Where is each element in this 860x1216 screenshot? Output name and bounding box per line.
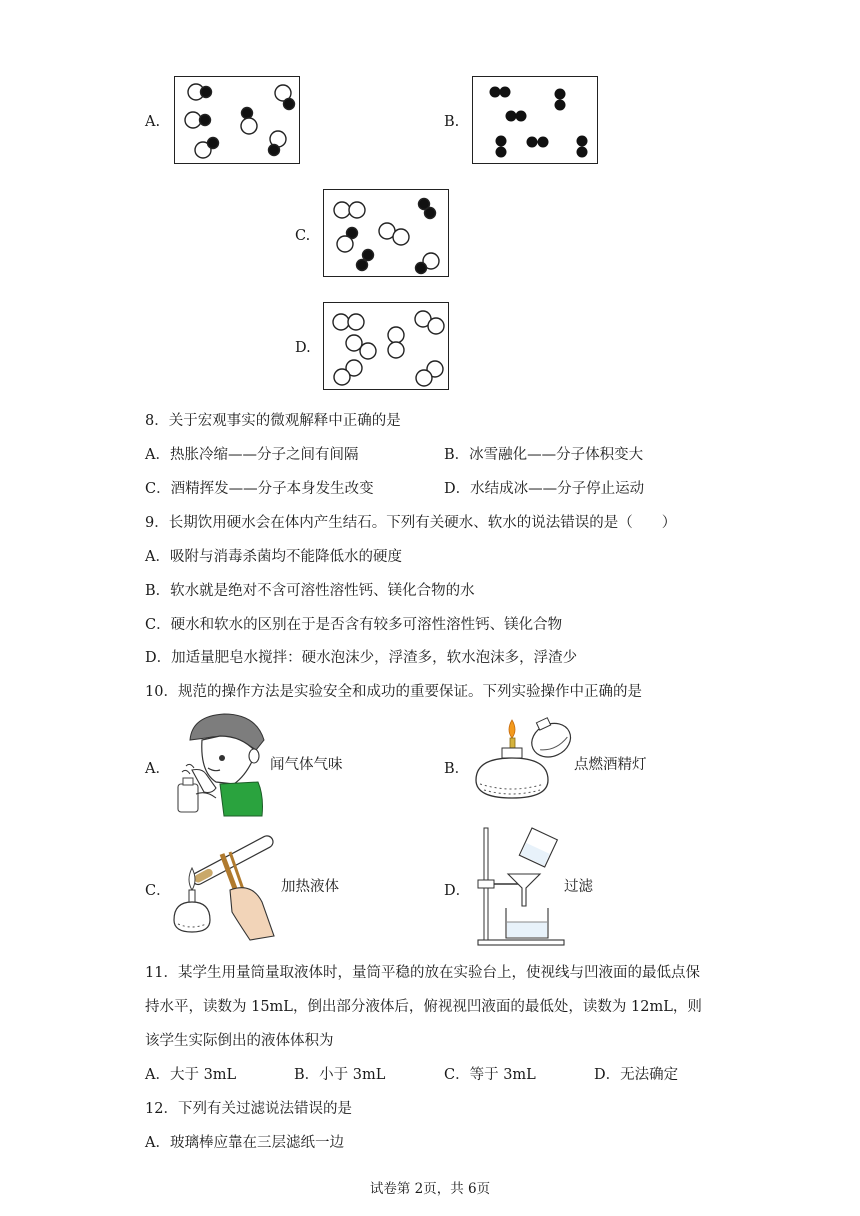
option-d-label: D. — [295, 340, 311, 356]
q10-option-d-letter: D． — [444, 883, 471, 899]
q11-line-3: 该学生实际倒出的液体体积为 — [145, 1033, 334, 1049]
option-a-label: A. — [145, 114, 161, 130]
molecule-diagram-b — [472, 76, 598, 164]
q9-option-c: C．硬水和软水的区别在于是否含有较多可溶性溶性钙、镁化合物 — [145, 617, 563, 633]
filtration-illustration — [470, 826, 570, 948]
q10-stem: 10．规范的操作方法是实验安全和成功的重要保证。下列实验操作中正确的是 — [145, 684, 642, 700]
q9-option-a: A．吸附与消毒杀菌均不能降低水的硬度 — [145, 549, 402, 565]
molecule-diagram-d-svg — [324, 303, 450, 391]
molecule-diagram-c-svg — [324, 190, 450, 278]
q9-stem: 9．长期饮用硬水会在体内产生结石。下列有关硬水、软水的说法错误的是（ ） — [145, 515, 677, 531]
q10-option-c-caption: 加热液体 — [281, 879, 339, 895]
page-footer: 试卷第 2页，共 6页 — [369, 1181, 491, 1197]
q12-stem: 12．下列有关过滤说法错误的是 — [145, 1101, 352, 1117]
q11-option-c: C．等于 3mL — [444, 1067, 536, 1083]
smelling-gas-illustration — [172, 710, 272, 818]
option-b-label: B. — [444, 114, 460, 130]
molecule-diagram-b-svg — [473, 77, 599, 165]
q11-line-1: 11．某学生用量筒量取液体时，量筒平稳的放在实验台上，使视线与凹液面的最低点保 — [145, 965, 700, 981]
q11-line-2: 持水平，读数为 15mL，倒出部分液体后，俯视视凹液面的最低处，读数为 12mL，则 — [145, 999, 702, 1015]
molecule-diagram-a — [174, 76, 300, 164]
q8-option-c: C．酒精挥发——分子本身发生改变 — [145, 481, 374, 497]
q8-option-b: B．冰雪融化——分子体积变大 — [444, 447, 644, 463]
q11-option-b: B．小于 3mL — [294, 1067, 386, 1083]
q12-option-a: A．玻璃棒应靠在三层滤纸一边 — [145, 1135, 344, 1151]
q11-option-d: D．无法确定 — [594, 1067, 679, 1083]
q10-option-d-caption: 过滤 — [564, 879, 593, 895]
q10-option-a-letter: A． — [145, 761, 170, 777]
molecule-diagram-c — [323, 189, 449, 277]
lighting-alcohol-lamp-illustration — [468, 718, 578, 808]
option-c-label: C. — [295, 228, 311, 244]
q8-option-a: A．热胀冷缩——分子之间有间隔 — [145, 447, 359, 463]
q10-option-b-caption: 点燃酒精灯 — [574, 757, 647, 773]
q8-stem: 8．关于宏观事实的微观解释中正确的是 — [145, 413, 401, 429]
q10-option-a-caption: 闻气体气味 — [270, 757, 343, 773]
q10-option-c-letter: C． — [145, 883, 171, 899]
q11-option-a: A．大于 3mL — [145, 1067, 237, 1083]
q8-option-d: D．水结成冰——分子停止运动 — [444, 481, 645, 497]
heating-liquid-illustration — [170, 832, 280, 942]
q9-option-d: D．加适量肥皂水搅拌：硬水泡沫少，浮渣多，软水泡沫多，浮渣少 — [145, 650, 578, 666]
q9-option-b: B．软水就是绝对不含可溶性溶性钙、镁化合物的水 — [145, 583, 475, 599]
q10-option-b-letter: B． — [444, 761, 470, 777]
molecule-diagram-d — [323, 302, 449, 390]
molecule-diagram-a-svg — [175, 77, 301, 165]
